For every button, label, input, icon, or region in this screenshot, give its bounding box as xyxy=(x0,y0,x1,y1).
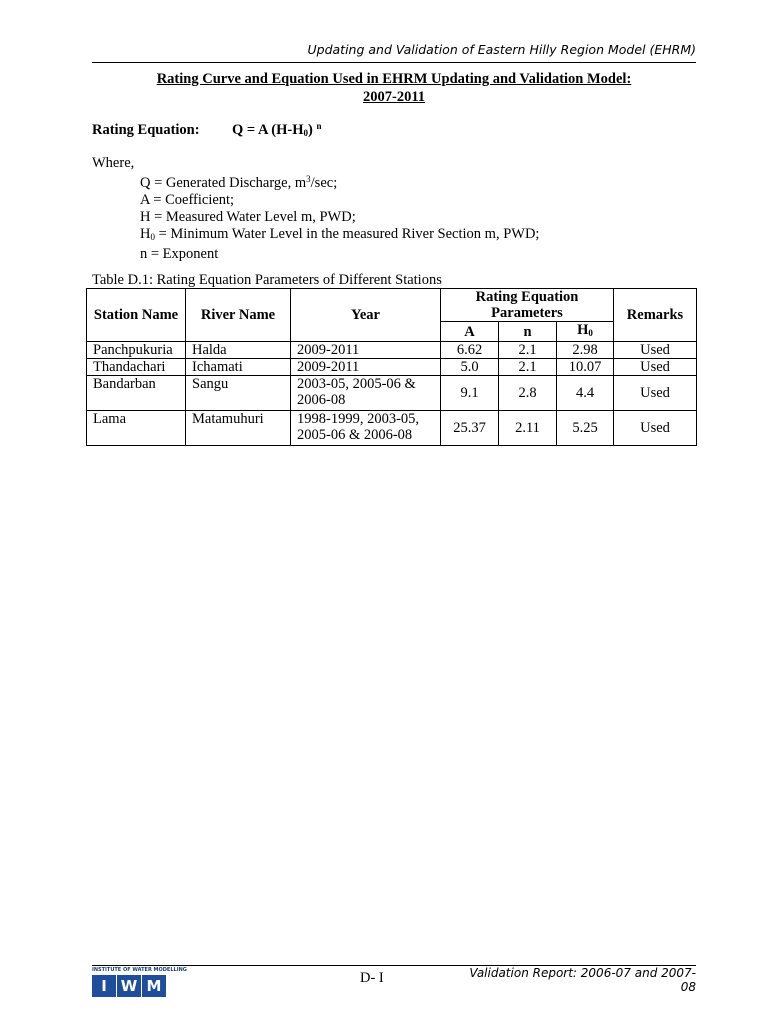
where-label: Where, xyxy=(92,155,135,171)
cell-station: Lama xyxy=(87,411,186,446)
definition-q-suffix: /sec; xyxy=(310,175,338,191)
definition-a: A = Coefficient; xyxy=(140,192,235,208)
cell-n: 2.1 xyxy=(499,359,557,376)
cell-remarks: Used xyxy=(614,411,697,446)
logo-letter: W xyxy=(117,975,141,997)
table-caption: Table D.1: Rating Equation Parameters of Different Stations xyxy=(92,272,442,288)
table-row xyxy=(87,376,697,411)
header-station: Station Name xyxy=(87,289,186,342)
definition-q xyxy=(140,171,539,192)
table-row xyxy=(87,359,697,376)
table-row xyxy=(87,411,697,446)
cell-river: Ichamati xyxy=(186,359,291,376)
definition-h: H = Measured Water Level m, PWD; xyxy=(140,209,356,225)
cell-river: Halda xyxy=(186,342,291,359)
page-number: D- I xyxy=(360,970,384,986)
cell-river: Sangu xyxy=(186,376,291,411)
page-title xyxy=(92,70,696,106)
header-remarks: Remarks xyxy=(614,289,697,342)
cell-year: 2009-2011 xyxy=(291,359,441,376)
cell-n: 2.8 xyxy=(499,376,557,411)
title-line-1: Rating Curve and Equation Used in EHRM Updating and Validation Model: xyxy=(156,71,632,87)
cell-year: 2009-2011 xyxy=(291,342,441,359)
header-year: Year xyxy=(291,289,441,342)
header-n: n xyxy=(499,322,557,342)
definition-q-sup: 3 xyxy=(306,174,311,184)
definition-h0-text: = Minimum Water Level in the measured River Section m, PWD; xyxy=(154,226,540,242)
definitions-list xyxy=(140,171,539,263)
cell-n: 2.11 xyxy=(499,411,557,446)
table-row xyxy=(87,342,697,359)
header-h0-prefix: H xyxy=(577,322,589,338)
running-header: Updating and Validation of Eastern Hilly Region Model (EHRM) xyxy=(307,42,696,57)
cell-station: Thandachari xyxy=(87,359,186,376)
cell-h0: 5.25 xyxy=(557,411,614,446)
cell-remarks: Used xyxy=(614,342,697,359)
cell-a: 9.1 xyxy=(441,376,499,411)
definition-n: n = Exponent xyxy=(140,246,219,262)
header-river: River Name xyxy=(186,289,291,342)
definition-h0 xyxy=(140,226,539,246)
cell-remarks: Used xyxy=(614,359,697,376)
cell-h0: 10.07 xyxy=(557,359,614,376)
logo-letter: M xyxy=(142,975,166,997)
cell-year: 1998-1999, 2003-05, 2005-06 & 2006-08 xyxy=(291,411,441,446)
cell-station: Bandarban xyxy=(87,376,186,411)
cell-n: 2.1 xyxy=(499,342,557,359)
equation-subscript: 0 xyxy=(303,128,309,138)
cell-river: Matamuhuri xyxy=(186,411,291,446)
header-rule xyxy=(92,62,696,63)
header-parameters-group: Rating Equation Parameters xyxy=(441,289,614,322)
title-line-2: 2007-2011 xyxy=(362,89,426,105)
definition-h0-prefix: H xyxy=(140,226,151,242)
cell-h0: 4.4 xyxy=(557,376,614,411)
cell-year: 2003-05, 2005-06 & 2006-08 xyxy=(291,376,441,411)
cell-station: Panchpukuria xyxy=(87,342,186,359)
equation-label: Rating Equation: xyxy=(92,122,200,138)
cell-a: 6.62 xyxy=(441,342,499,359)
header-h0-sub: 0 xyxy=(588,328,593,338)
cell-a: 25.37 xyxy=(441,411,499,446)
header-h0 xyxy=(557,322,614,342)
definition-h0-sub: 0 xyxy=(150,232,155,242)
cell-a: 5.0 xyxy=(441,359,499,376)
definition-q-text: Q = Generated Discharge, m xyxy=(140,175,307,191)
iwm-logo xyxy=(92,975,166,997)
equation-close: ) xyxy=(308,122,313,138)
logo-letter: I xyxy=(92,975,116,997)
rating-parameters-table xyxy=(86,288,697,446)
equation-lhs: Q = A (H-H xyxy=(232,122,304,138)
header-a: A xyxy=(441,322,499,342)
cell-h0: 2.98 xyxy=(557,342,614,359)
footer-report-title: Validation Report: 2006-07 and 2007-08 xyxy=(469,966,696,994)
logo-caption: INSTITUTE OF WATER MODELLING xyxy=(92,967,187,973)
rating-equation xyxy=(92,121,322,139)
cell-remarks: Used xyxy=(614,376,697,411)
equation-exponent: n xyxy=(316,121,322,131)
